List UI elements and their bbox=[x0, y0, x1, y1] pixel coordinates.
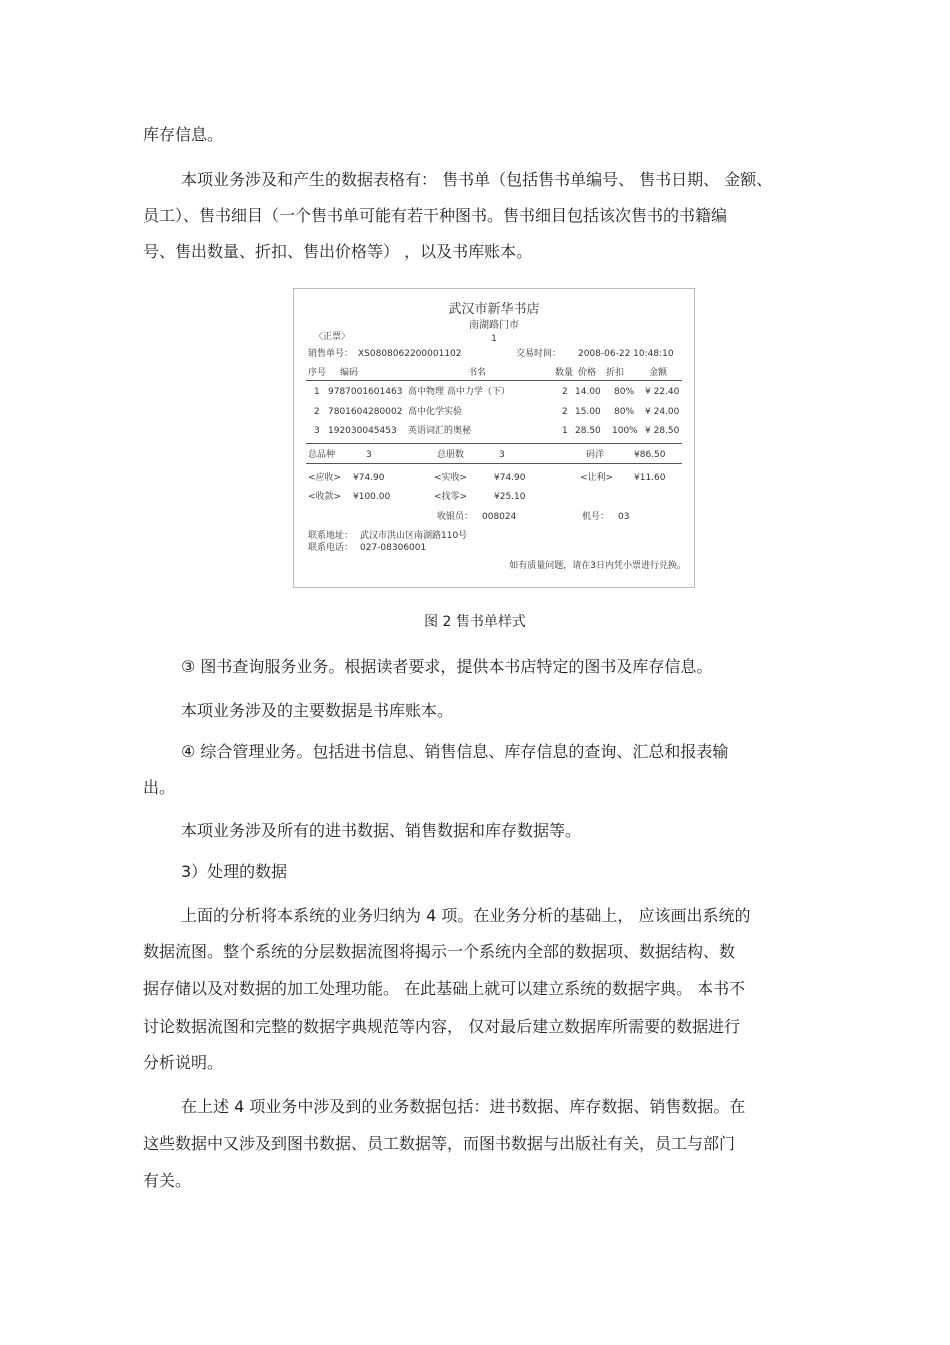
receipt-divider bbox=[306, 380, 682, 381]
paragraph-line: 库存信息。 bbox=[143, 125, 224, 144]
paragraph-line: 员工）、售书细目（一个售书单可能有若干种图书。售书细目包括该次售书的书籍编 bbox=[143, 206, 728, 225]
receipt-total-kinds-label: 总品种 bbox=[308, 450, 336, 460]
figure-caption: 图 2 售书单样式 bbox=[424, 614, 526, 630]
receipt-time-value: 2008-06-22 10:48:10 bbox=[578, 349, 674, 359]
receipt-row-cell: 2 bbox=[314, 407, 320, 417]
receipt-row-cell: 1 bbox=[562, 426, 568, 436]
receipt-change-label: <找零> bbox=[434, 492, 468, 502]
receipt-figure bbox=[293, 288, 695, 588]
receipt-row-cell: 28.50 bbox=[575, 426, 601, 436]
receipt-branch-no: 1 bbox=[491, 334, 497, 344]
paragraph-line: 上面的分析将本系统的业务归纳为 4 项。在业务分析的基础上， 应该画出系统的 bbox=[181, 906, 751, 925]
paragraph-line: 本项业务涉及的主要数据是书库账本。 bbox=[181, 701, 454, 720]
receipt-row-cell: 15.00 bbox=[575, 407, 601, 417]
receipt-row-cell: 2 bbox=[562, 407, 568, 417]
paragraph-line: 有关。 bbox=[143, 1171, 192, 1190]
receipt-row-cell: 9787001601463 bbox=[328, 387, 403, 397]
receipt-address-label: 联系地址： bbox=[308, 531, 354, 541]
receipt-row-cell: 80% bbox=[614, 387, 635, 397]
receipt-divider bbox=[306, 443, 682, 444]
receipt-header-cell: 编码 bbox=[340, 368, 359, 378]
receipt-time-label: 交易时间： bbox=[516, 349, 562, 359]
paragraph-line: 在上述 4 项业务中涉及到的业务数据包括：进书数据、库存数据、销售数据。在 bbox=[181, 1097, 746, 1116]
receipt-row-cell: 3 bbox=[314, 426, 320, 436]
receipt-change: ¥25.10 bbox=[494, 492, 526, 502]
receipt-row-cell: 英语词汇的奥秘 bbox=[408, 426, 472, 436]
paragraph-line: 数据流图。整个系统的分层数据流图将揭示一个系统内全部的数据项、数据结构、数 bbox=[143, 942, 736, 961]
receipt-header-cell: 数量 bbox=[555, 368, 574, 378]
paragraph-line: 据存储以及对数据的加工处理功能。 在此基础上就可以建立系统的数据字典。 本书不 bbox=[143, 979, 746, 998]
receipt-list-price: ¥86.50 bbox=[634, 450, 666, 460]
paragraph-line: 本项业务涉及和产生的数据表格有： 售书单（包括售书单编号、 售书日期、 金额、 bbox=[181, 170, 773, 189]
receipt-row-cell: 高中物理 高中力学（下） bbox=[408, 387, 510, 397]
receipt-row-cell: ¥ 24.00 bbox=[645, 407, 680, 417]
receipt-paid: ¥74.90 bbox=[494, 473, 526, 483]
paragraph-line: 本项业务涉及所有的进书数据、销售数据和库存数据等。 bbox=[181, 821, 582, 840]
receipt-header-cell: 书名 bbox=[468, 368, 487, 378]
receipt-notice: 如有质量问题，请在3日内凭小票进行兑换。 bbox=[509, 561, 686, 571]
receipt-row-cell: 7801604280002 bbox=[328, 407, 403, 417]
receipt-copy-type: 〈正票〉 bbox=[314, 332, 351, 342]
receipt-row-cell: 80% bbox=[614, 407, 635, 417]
receipt-list-price-label: 码洋 bbox=[586, 450, 605, 460]
receipt-machine-label: 机号： bbox=[582, 512, 610, 522]
receipt-phone-label: 联系电话： bbox=[308, 543, 354, 553]
receipt-order-label: 销售单号： bbox=[308, 349, 354, 359]
paragraph-line: ④ 综合管理业务。包括进书信息、销售信息、库存信息的查询、汇总和报表输 bbox=[181, 742, 729, 761]
receipt-discount-label: <让利> bbox=[580, 473, 614, 483]
receipt-order-no: XS0808062200001102 bbox=[358, 349, 462, 359]
receipt-branch: 南湖路门市 bbox=[469, 320, 519, 331]
receipt-header-cell: 序号 bbox=[308, 368, 327, 378]
receipt-row-cell: 1 bbox=[314, 387, 320, 397]
receipt-cashier-label: 收银员： bbox=[437, 512, 474, 522]
section-heading: 3）处理的数据 bbox=[181, 862, 288, 881]
paragraph-line: ③ 图书查询服务业务。根据读者要求，提供本书店特定的图书及库存信息。 bbox=[181, 657, 713, 676]
receipt-row-cell: 100% bbox=[612, 426, 638, 436]
receipt-total-count-label: 总册数 bbox=[437, 450, 465, 460]
receipt-cashier: 008024 bbox=[482, 512, 517, 522]
receipt-discount: ¥11.60 bbox=[634, 473, 666, 483]
paragraph-line: 出。 bbox=[143, 778, 176, 797]
receipt-title: 武汉市新华书店 bbox=[448, 302, 540, 317]
receipt-row-cell: 192030045453 bbox=[328, 426, 397, 436]
receipt-row-cell: 2 bbox=[562, 387, 568, 397]
receipt-receivable: ¥74.90 bbox=[353, 473, 385, 483]
paragraph-line: 讨论数据流图和完整的数据字典规范等内容， 仅对最后建立数据库所需要的数据进行 bbox=[143, 1017, 741, 1036]
receipt-row-cell: ¥ 22.40 bbox=[645, 387, 680, 397]
receipt-header-cell: 金额 bbox=[649, 368, 668, 378]
paragraph-line: 分析说明。 bbox=[143, 1053, 224, 1072]
receipt-total-count: 3 bbox=[499, 450, 505, 460]
receipt-received: ¥100.00 bbox=[353, 492, 391, 502]
receipt-machine: 03 bbox=[618, 512, 630, 522]
receipt-phone: 027-08306001 bbox=[360, 543, 427, 553]
paragraph-line: 这些数据中又涉及到图书数据、员工数据等，而图书数据与出版社有关，员工与部门 bbox=[143, 1134, 736, 1153]
receipt-row-cell: ¥ 28.50 bbox=[645, 426, 680, 436]
receipt-address: 武汉市洪山区南湖路110号 bbox=[360, 531, 468, 541]
receipt-divider bbox=[306, 463, 682, 464]
paragraph-line: 号、售出数量、折扣、售出价格等） ，以及书库账本。 bbox=[143, 242, 533, 261]
receipt-paid-label: <实收> bbox=[434, 473, 468, 483]
receipt-receivable-label: <应收> bbox=[308, 473, 342, 483]
receipt-header-cell: 折扣 bbox=[606, 368, 625, 378]
receipt-row-cell: 高中化学实验 bbox=[408, 407, 463, 417]
receipt-total-kinds: 3 bbox=[366, 450, 372, 460]
receipt-header-cell: 价格 bbox=[578, 368, 597, 378]
receipt-row-cell: 14.00 bbox=[575, 387, 601, 397]
receipt-received-label: <收款> bbox=[308, 492, 342, 502]
